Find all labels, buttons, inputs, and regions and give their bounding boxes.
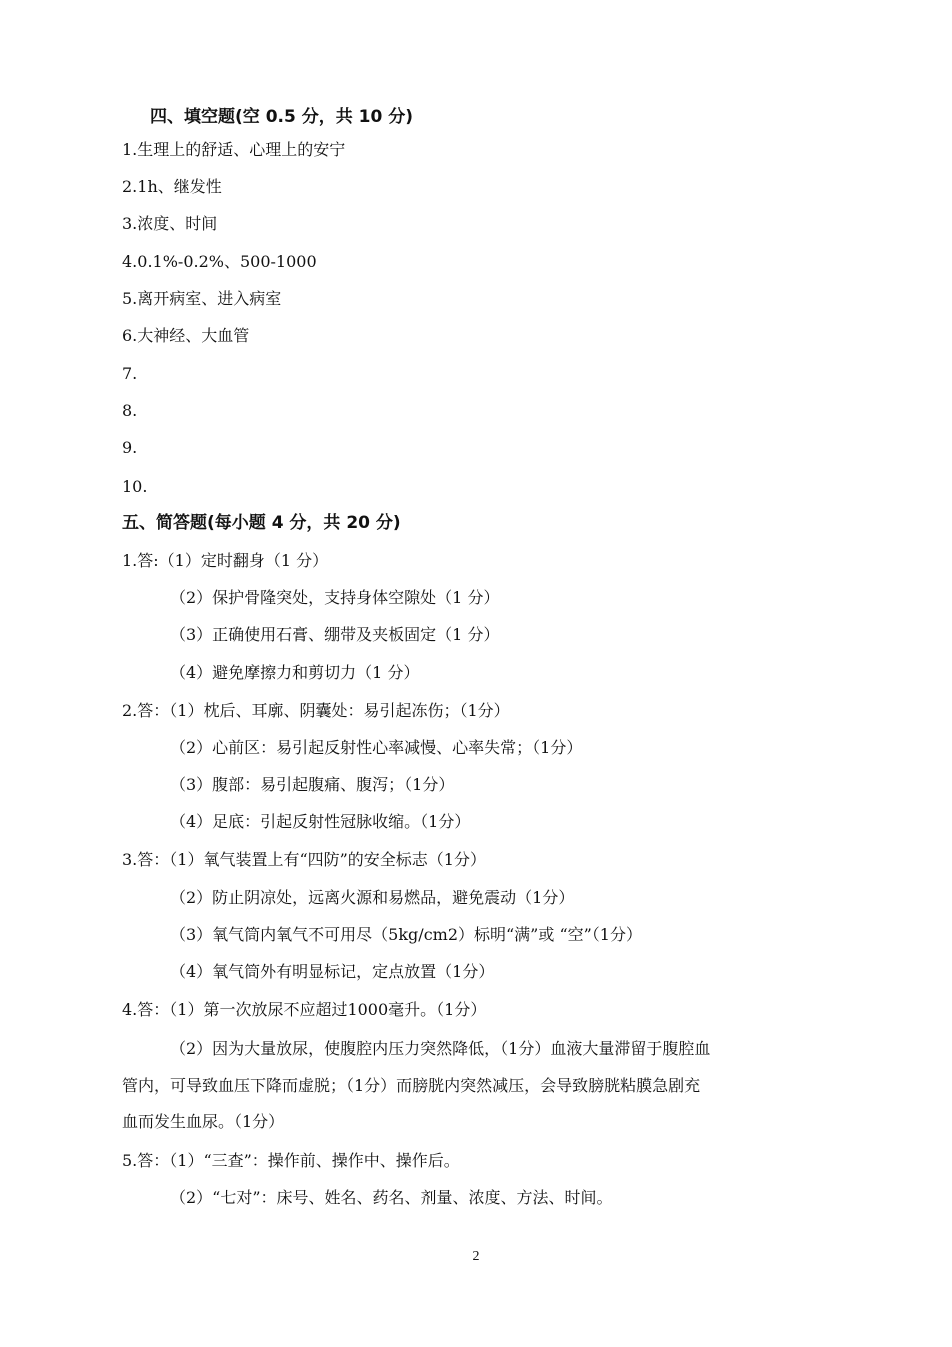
q3-line-2: （2）防止阴凉处，远离火源和易燃品，避免震动（1分） [170, 888, 575, 907]
q3-line-4: （4）氧气筒外有明显标记，定点放置（1分） [170, 962, 495, 981]
fill-answer-3: 3.浓度、时间 [122, 214, 218, 233]
q4-line-3: 管内，可导致血压下降而虚脱；（1分）而膀胱内突然减压，会导致膀胱粘膜急剧充 [122, 1076, 701, 1095]
fill-answer-6: 6.大神经、大血管 [122, 326, 250, 345]
q5-line-1: 5.答：（1）“三查”：操作前、操作中、操作后。 [122, 1151, 460, 1170]
q4-line-4: 血而发生血尿。（1分） [122, 1112, 285, 1131]
q1-line-3: （3）正确使用石膏、绷带及夹板固定（1 分） [170, 625, 500, 644]
section4-heading: 四、填空题(空 0.5 分，共 10 分) [150, 107, 413, 127]
fill-answer-7: 7. [122, 364, 138, 383]
q1-line-2: （2）保护骨隆突处，支持身体空隙处（1 分） [170, 588, 500, 607]
fill-answer-2: 2.1h、继发性 [122, 177, 222, 196]
q2-line-3: （3）腹部：易引起腹痛、腹泻；（1分） [170, 775, 455, 794]
fill-answer-8: 8. [122, 401, 138, 420]
q2-line-1: 2.答：（1）枕后、耳廓、阴囊处：易引起冻伤；（1分） [122, 701, 510, 720]
fill-answer-1: 1.生理上的舒适、心理上的安宁 [122, 140, 346, 159]
q3-line-1: 3.答：（1）氧气装置上有“四防”的安全标志（1分） [122, 850, 486, 869]
q5-line-2: （2）“七对”：床号、姓名、药名、剂量、浓度、方法、时间。 [170, 1188, 613, 1207]
q2-line-2: （2）心前区：易引起反射性心率减慢、心率失常；（1分） [170, 738, 583, 757]
fill-answer-10: 10. [122, 477, 148, 496]
q3-line-3: （3）氧气筒内氧气不可用尽（5kg/cm2）标明“满”或 “空”（1分） [170, 925, 642, 944]
fill-answer-4: 4.0.1%-0.2%、500-1000 [122, 252, 317, 271]
fill-answer-5: 5.离开病室、进入病室 [122, 289, 282, 308]
fill-answer-9: 9. [122, 438, 138, 457]
q1-line-4: （4）避免摩擦力和剪切力（1 分） [170, 663, 420, 682]
q4-line-2: （2）因为大量放尿，使腹腔内压力突然降低，（1分）血液大量滞留于腹腔血 [170, 1039, 711, 1058]
q1-line-1: 1.答:（1）定时翻身（1 分） [122, 551, 329, 570]
page-number: 2 [472, 1249, 480, 1264]
section5-heading: 五、简答题(每小题 4 分，共 20 分) [122, 513, 401, 533]
q4-line-1: 4.答：（1）第一次放尿不应超过1000毫升。（1分） [122, 1000, 487, 1019]
q2-line-4: （4）足底：引起反射性冠脉收缩。（1分） [170, 812, 471, 831]
